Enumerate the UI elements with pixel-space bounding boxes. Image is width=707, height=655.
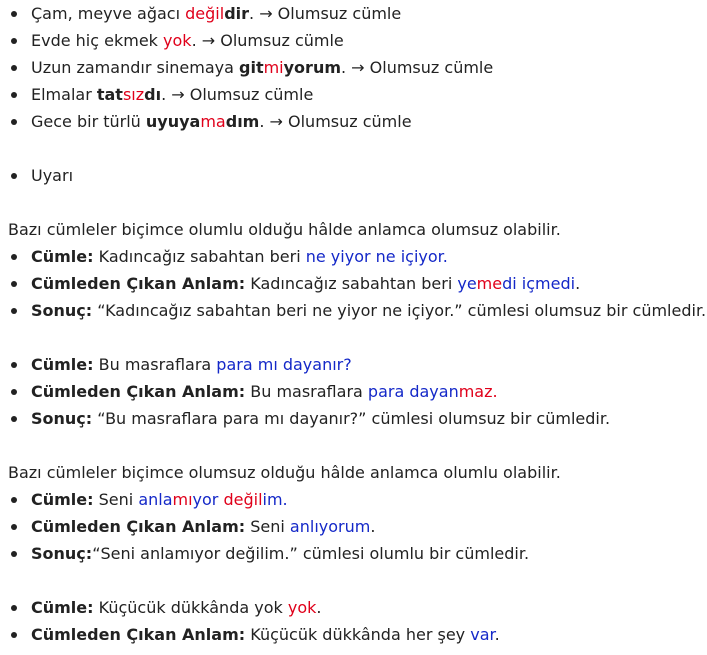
list-item: [0, 27, 707, 54]
list-item: [0, 297, 707, 324]
bold-text: Cümle:: [31, 247, 94, 266]
red-highlight-text: l: [219, 4, 225, 23]
bold-text: Sonuç:: [31, 544, 93, 563]
blue-highlight-text: anla: [138, 490, 173, 509]
text-segment: Seni: [93, 490, 139, 509]
text-segment: Gece bir türlü: [31, 112, 146, 131]
text-segment: . → Olumsuz cümle: [161, 85, 314, 104]
blue-highlight-text: im.: [262, 490, 288, 509]
blue-highlight-text: içme: [521, 274, 561, 293]
list-item: [0, 378, 707, 405]
text-segment: Bazı cümleler biçimce olumsuz olduğu hâlde anlamca olumlu olabilir.: [8, 463, 561, 482]
list-item-warning: [0, 162, 707, 189]
text-segment: Bu masraflara: [245, 382, 368, 401]
paragraph: [0, 459, 707, 486]
list-item: [0, 351, 707, 378]
text-segment: . → Olumsuz cümle: [341, 58, 494, 77]
red-highlight-text: değil: [223, 490, 263, 509]
bold-text: uyuya: [145, 112, 201, 131]
bold-text: Cümle:: [31, 598, 94, 617]
red-highlight-text: sız: [122, 85, 145, 104]
text-segment: “Bu masraflara para mı dayanır?” cümlesi olumsuz bir cümledir.: [92, 409, 611, 428]
red-highlight-text: yok: [163, 31, 192, 50]
text-segment: . → Olumsuz cümle: [249, 4, 402, 23]
list-item: [0, 486, 707, 513]
bold-text: dım: [225, 112, 260, 131]
bold-text: Cümleden Çıkan Anlam:: [31, 625, 246, 644]
bold-text: Cümleden Çıkan Anlam:: [31, 517, 246, 536]
red-highlight-text: ma: [200, 112, 226, 131]
list-item: [0, 621, 707, 648]
bold-text: Cümle:: [31, 490, 94, 509]
bold-text: Cümleden Çıkan Anlam:: [31, 274, 246, 293]
text-segment: Bu masraflara: [93, 355, 217, 374]
text-segment: Elmalar: [31, 85, 97, 104]
list-item: [0, 594, 707, 621]
list-item: [0, 81, 707, 108]
text-segment: .: [575, 274, 581, 293]
bold-text: dir: [224, 4, 250, 23]
text-segment: Uyarı: [31, 166, 74, 185]
red-highlight-text: mi: [263, 58, 284, 77]
text-segment: Uzun zamandır sinemaya: [31, 58, 239, 77]
blue-highlight-text: ye: [457, 274, 477, 293]
text-segment: .: [494, 625, 500, 644]
blue-highlight-text: ne yiyor ne içiyor.: [305, 247, 448, 266]
bold-text: Cümle:: [31, 355, 94, 374]
text-segment: Küçücük dükkânda her şey: [245, 625, 471, 644]
blue-highlight-text: di: [560, 274, 576, 293]
blue-highlight-text: anlıyorum: [289, 517, 371, 536]
bold-text: Sonuç:: [31, 409, 93, 428]
text-segment: . → Olumsuz cümle: [259, 112, 412, 131]
red-highlight-text: maz.: [458, 382, 498, 401]
red-highlight-text: deği: [185, 4, 220, 23]
text-segment: Çam, meyve ağacı: [31, 4, 186, 23]
list-item: [0, 513, 707, 540]
bold-text: git: [239, 58, 264, 77]
blue-highlight-text: var: [470, 625, 495, 644]
blue-highlight-text: para dayan: [367, 382, 459, 401]
bold-text: yorum: [283, 58, 341, 77]
text-segment: Kadıncağız sabahtan beri: [245, 274, 458, 293]
blue-highlight-text: para mı dayanır?: [216, 355, 352, 374]
text-segment: . → Olumsuz cümle: [191, 31, 344, 50]
list-item: [0, 270, 707, 297]
paragraph: [0, 216, 707, 243]
text-segment: “Kadıncağız sabahtan beri ne yiyor ne içiyor.” cümlesi olumsuz bir cümledir.: [92, 301, 707, 320]
text-segment: .: [370, 517, 376, 536]
list-item: [0, 243, 707, 270]
list-item: [0, 108, 707, 135]
text-segment: .: [316, 598, 322, 617]
text-segment: Evde hiç ekmek: [31, 31, 164, 50]
text-segment: “Seni anlamıyor değilim.” cümlesi olumlu bir cümledir.: [92, 544, 530, 563]
list-item: [0, 54, 707, 81]
red-highlight-text: me: [476, 274, 503, 293]
blue-highlight-text: di: [502, 274, 522, 293]
text-segment: Seni: [245, 517, 290, 536]
bold-text: tat: [96, 85, 123, 104]
list-item: [0, 0, 707, 27]
text-segment: Bazı cümleler biçimce olumlu olduğu hâlde anlamca olumsuz olabilir.: [8, 220, 561, 239]
list-item: [0, 405, 707, 432]
blue-highlight-text: yor: [192, 490, 224, 509]
text-segment: Küçücük dükkânda yok: [93, 598, 288, 617]
bold-text: dı: [144, 85, 162, 104]
bold-text: Cümleden Çıkan Anlam:: [31, 382, 246, 401]
list-item: [0, 540, 707, 567]
red-highlight-text: yok: [287, 598, 317, 617]
text-segment: Kadıncağız sabahtan beri: [93, 247, 306, 266]
bold-text: Sonuç:: [31, 301, 93, 320]
red-highlight-text: mı: [172, 490, 193, 509]
